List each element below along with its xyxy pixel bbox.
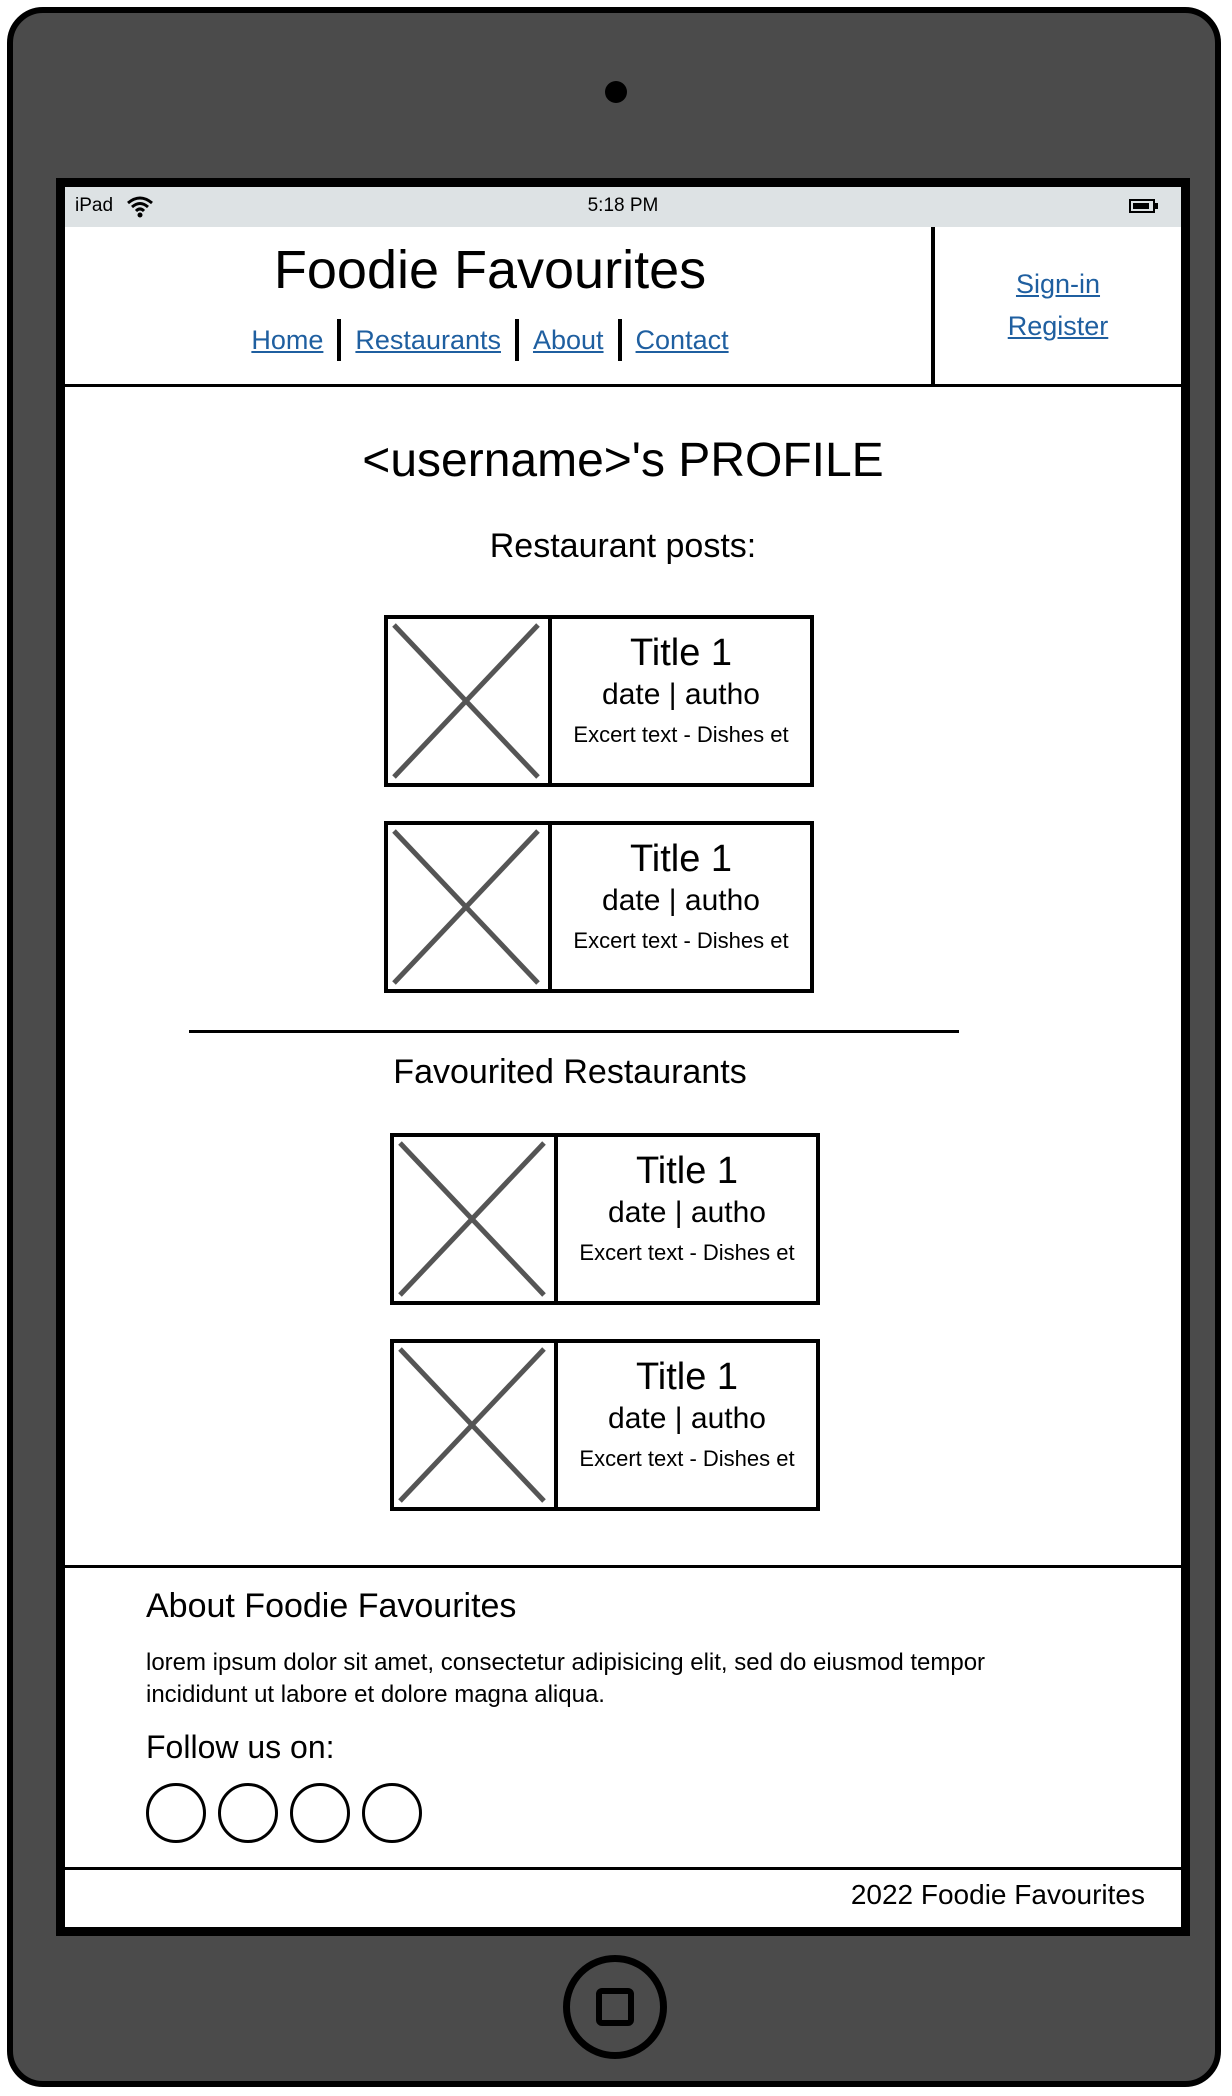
nav-about[interactable]: About [532, 324, 604, 355]
posts-label: Restaurant posts: [489, 527, 757, 565]
social-circle-icon[interactable] [146, 1783, 206, 1843]
battery-tip [1155, 203, 1158, 209]
sign-in-link[interactable]: Sign-in [1015, 269, 1101, 299]
card-meta: date | autho [608, 1196, 766, 1229]
image-placeholder-icon [394, 1137, 558, 1301]
post-card[interactable] [384, 615, 814, 787]
status-time: 5:18 PM [587, 195, 659, 216]
card-meta: date | autho [608, 1402, 766, 1435]
carrier-label: iPad [75, 195, 114, 216]
footer-top-line [65, 1565, 1181, 1568]
card-title: Title 1 [629, 632, 733, 674]
copyright: 2022 Foodie Favourites [850, 1879, 1145, 1910]
nav-restaurants[interactable]: Restaurants [355, 324, 501, 355]
site-title: Foodie Favourites [273, 240, 707, 300]
battery-icon [1129, 199, 1155, 213]
social-circle-icon[interactable] [218, 1783, 278, 1843]
header-bottom-line [65, 384, 1181, 387]
card-title: Title 1 [635, 1356, 739, 1398]
card-meta: date | autho [602, 884, 760, 917]
profile-title: <username>'s PROFILE [362, 434, 884, 487]
card-meta: date | autho [602, 678, 760, 711]
screen [56, 178, 1190, 1936]
register-link[interactable]: Register [1007, 311, 1109, 341]
nav-home[interactable]: Home [251, 324, 324, 355]
about-title: About Foodie Favourites [146, 1587, 517, 1625]
nav-contact[interactable]: Contact [635, 324, 729, 355]
image-placeholder-icon [394, 1343, 558, 1507]
camera-icon [605, 81, 627, 103]
header-divider [931, 227, 935, 384]
card-title: Title 1 [629, 838, 733, 880]
about-text: lorem ipsum dolor sit amet, consectetur adipisicing elit, sed do eiusmod tempor incididunt ut labore et dolore magna aliqua. [146, 1649, 986, 1708]
follow-label: Follow us on: [146, 1729, 335, 1765]
post-card[interactable] [384, 821, 814, 993]
card-excerpt: Excert text - Dishes et [573, 928, 789, 953]
card-excerpt: Excert text - Dishes et [573, 722, 789, 747]
social-circle-icon[interactable] [290, 1783, 350, 1843]
social-circle-icon[interactable] [362, 1783, 422, 1843]
auth-sign-in-wrap [935, 269, 1181, 300]
footer-bottom-line [65, 1867, 1181, 1870]
image-placeholder-icon [388, 619, 552, 783]
image-placeholder-icon [388, 825, 552, 989]
main-nav [65, 319, 915, 361]
card-excerpt: Excert text - Dishes et [579, 1240, 795, 1265]
auth-register-wrap [935, 311, 1181, 342]
status-bar [65, 187, 1181, 227]
section-divider [189, 1030, 959, 1033]
favourites-label: Favourited Restaurants [393, 1053, 747, 1091]
favourite-card[interactable] [390, 1339, 820, 1511]
favourite-card[interactable] [390, 1133, 820, 1305]
card-excerpt: Excert text - Dishes et [579, 1446, 795, 1471]
home-button-square [596, 1988, 634, 2026]
card-title: Title 1 [635, 1150, 739, 1192]
